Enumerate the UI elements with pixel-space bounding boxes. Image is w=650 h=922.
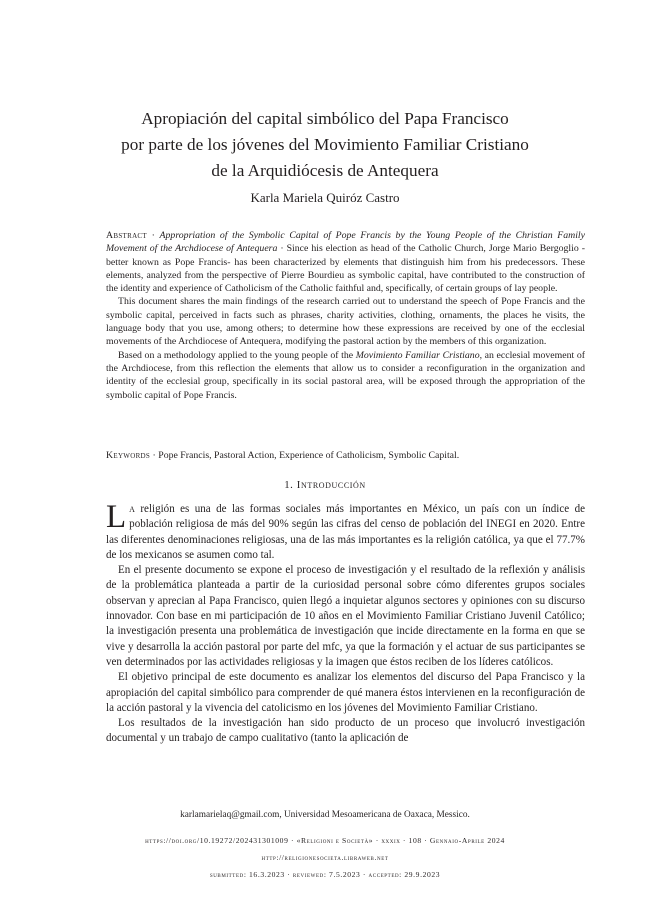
abstract-paragraph-3: [106, 349, 585, 402]
journal-url[interactable]: http://religionesocieta.libraweb.net: [261, 853, 389, 862]
abstract-english-title: Appropriation of the Symbolic Capital of Pope Francis by the Young People of the Christian Family Movement of the Archdiocese of Antequera: [106, 230, 585, 255]
submission-dates: submitted: 16.3.2023 · reviewed: 7.5.2023 · accepted: 29.9.2023: [209, 870, 441, 879]
body-paragraph-2: En el presente documento se expone el proceso de investigación y el resultado de la reflexión y análisis de la problemática planteada a partir de la curiosidad personal sobre cómo diferentes grupos sociales observan y aprecian al Papa Francisco, quien llegó a inquietar algunos sectores y opiniones con su discurso innovador. Con base en mi participación de 10 años en el Movimiento Familiar Cristiano Juvenil Católico; la investigación presenta una problemática de investigación que incide directamente en la forma en que se vive y desarrolla la acción pastoral por parte del mfc, ya que la formación y el actuar de sus participantes se ven determinados por las actividades religiosas y la imagen que éstos reciben de los líderes católicos.: [106, 564, 585, 668]
drop-cap: L: [106, 499, 127, 535]
body-paragraph-3: El objetivo principal de este documento es analizar los elementos del discurso del Papa Francisco y la apropiación del capital simbólico para comprender de qué manera éstos intervienen en la reconfiguración de la acción pastoral y la vivencia del catolicismo en los jóvenes del Movimiento Familiar Cristiano.: [106, 671, 585, 714]
abstract-text-1: · Since his election as head of the Catholic Church, Jorge Mario Bergoglio -better known as Pope Francis- has been characterized by elements that distinguish him from his predecessors. These elements, analyzed from the perspective of Pierre Bourdieu as symbolic capital, have contributed to the construction of the identity and experience of Catholicism of the Catholic faithful and, specifically, of certain groups of lay people.: [106, 243, 585, 295]
lead-small-caps: a: [129, 503, 135, 515]
article-title: [60, 106, 590, 184]
abstract-label: Abstract: [106, 230, 147, 241]
title-line-2: por parte de los jóvenes del Movimiento Familiar Cristiano: [121, 135, 529, 154]
body-text-1: religión es una de las formas sociales más importantes en México, un país con un índice de población religiosa de más del 90% según las cifras del censo de población del INEGI en 2020. Entre las diferentes denominaciones religiosas, una de las más importantes es la religión católica, ya que el 77.7% de los mexicanos se asumen como tal.: [106, 503, 585, 561]
abstract-text-3a: Based on a methodology applied to the young people of the: [118, 349, 356, 361]
abstract-text-3b: , an ecclesial movement of the Archdiocese, from this reflection the elements that allow us to consider a reconfiguration in the organization and identity of the ecclesial group, specifically in its social pastoral area, will be exposed through the appropriation of the symbolic capital of Pope Francis.: [106, 349, 585, 401]
title-line-3: de la Arquidiócesis de Antequera: [211, 161, 439, 180]
body-paragraph-1: [106, 499, 585, 563]
doi-line[interactable]: https://doi.org/10.19272/202431301009 · «Religioni e Società» · xxxix · 108 · Gennaio-Aprile 2024: [145, 836, 505, 845]
abstract-paragraph-2: This document shares the main findings of the research carried out to understand the speech of Pope Francis and the symbolic capital, perceived in facts such as phrases, charity activities, clothing, ornaments, the places he visits, the language body that you use, among others; to determine how these expressions are received by one of the ecclesial movements of the Archdiocese of Antequera, modifying the pastoral action by the members of this organization.: [106, 296, 585, 348]
title-line-1: Apropiación del capital simbólico del Papa Francisco: [141, 109, 509, 128]
section-heading: 1. Introducción: [284, 479, 366, 491]
abstract-movement-name: Movimiento Familiar Cristiano: [355, 349, 480, 361]
body-paragraph-4: Los resultados de la investigación han sido producto de un proceso que involucró investigación documental y un trabajo de campo cualitativo (tanto la aplicación de: [106, 717, 585, 745]
keywords: [106, 449, 585, 462]
abstract-paragraph-1: [106, 229, 585, 295]
keywords-label: Keywords: [106, 450, 151, 461]
keywords-text: · Pope Francis, Pastoral Action, Experience of Catholicism, Symbolic Capital.: [150, 450, 460, 461]
body-text: [106, 499, 585, 747]
author-name: Karla Mariela Quiróz Castro: [250, 190, 400, 205]
author-footnote: karlamarielaq@gmail.com, Universidad Mesoamericana de Oaxaca, Messico.: [180, 810, 470, 820]
abstract-separator: ·: [146, 230, 160, 241]
abstract: [106, 229, 585, 402]
